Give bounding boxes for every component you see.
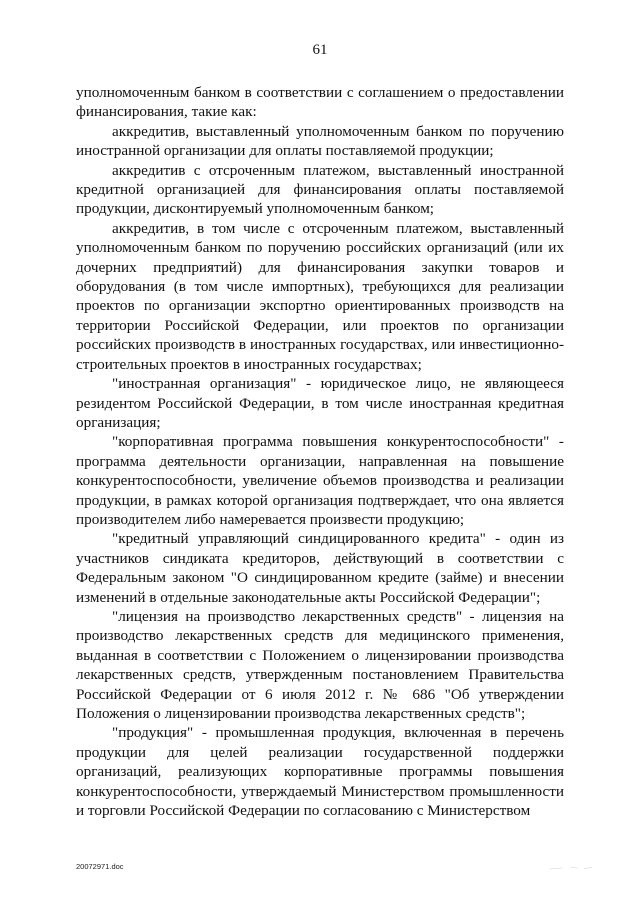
document-body	[76, 83, 564, 820]
scan-noise-mark	[548, 864, 594, 872]
paragraph-5: "иностранная организация" - юридическое лицо, не являющееся резидентом Российской Федерации, в том числе иностранная кредитная организация;	[76, 375, 564, 431]
paragraph-2: аккредитив, выставленный уполномоченным банком по поручению иностранной организации для оплаты поставляемой продукции;	[76, 122, 564, 160]
paragraph-1: уполномоченным банком в соответствии с соглашением о предоставлении финансирования, такие как:	[76, 84, 564, 121]
paragraph-9: "продукция" - промышленная продукция, включенная в перечень продукции для целей реализации государственной поддержки организаций, реализующих корпоративные программы повышения конкурентоспособности, утверждаемый Министерством промышленности и торговли Российской Федерации по согласованию с Министерством	[76, 724, 564, 820]
footer-filename: 20072971.doc	[76, 862, 124, 871]
paragraph-7: "кредитный управляющий синдицированного кредита" - один из участников синдиката кредиторов, действующий в соответствии с Федеральным законом "О синдицированном кредите (займе) и внесении изменений в отдельные законодательные акты Российской Федерации";	[76, 530, 564, 606]
paragraph-6: "корпоративная программа повышения конкурентоспособности" - программа деятельности организации, направленная на повышение конкурентоспособности, увеличение объемов производства и реализации продукции, в рамках которой организация подтверждает, что она является производителем либо намеревается произвести продукцию;	[76, 433, 564, 528]
paragraph-8: "лицензия на производство лекарственных средств" - лицензия на производство лекарственных средств для медицинского применения, выданная в соответствии с Положением о лицензировании производства лекарственных средств, утвержденным постановлением Правительства Российской Федерации от 6 июля 2012 г. № 686 "Об утверждении Положения о лицензировании производства лекарственных средств";	[76, 607, 564, 722]
paragraph-3: аккредитив с отсроченным платежом, выставленный иностранной кредитной организацией для финансирования оплаты поставляемой продукции, дисконтируемый уполномоченным банком;	[76, 161, 564, 218]
paragraph-4: аккредитив, в том числе с отсроченным платежом, выставленный уполномоченным банком по поручению российских организаций (или их дочерних предприятий) для финансирования закупки товаров и оборудования (в том числе импортных), требующихся для реализации проектов по организации экспортно ориентированных производств на территории Российской Федерации, или проектов по организации российских производств в иностранных государствах, или инвестиционно-строительных проектов в иностранных государствах;	[76, 219, 564, 373]
page-number: 61	[312, 42, 328, 58]
